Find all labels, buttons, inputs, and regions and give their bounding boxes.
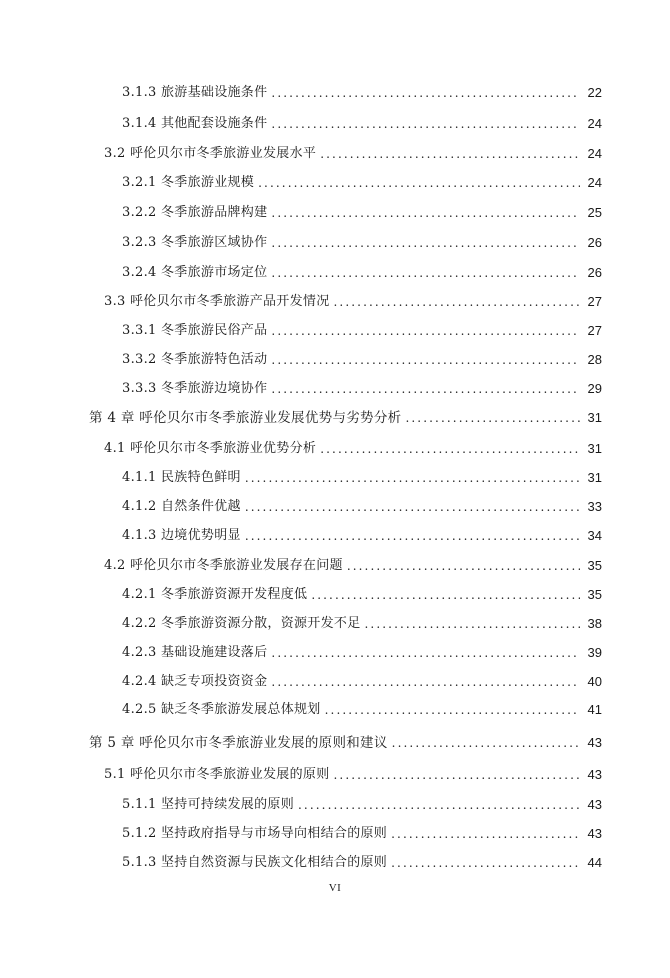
toc-entry-title: 4.2.1 冬季旅游资源开发程度低	[122, 587, 308, 602]
toc-entry-title: 第 4 章 呼伦贝尔市冬季旅游业发展优势与劣势分析	[89, 410, 402, 426]
toc-entry-title: 4.1.1 民族特色鲜明	[122, 470, 241, 485]
toc-entry	[104, 289, 602, 311]
toc-leader-dots	[334, 766, 580, 784]
toc-leader-dots	[271, 322, 580, 340]
toc-entry	[104, 436, 602, 458]
toc-entry	[122, 347, 602, 369]
toc-entry-title: 5.1.3 坚持自然资源与民族文化相结合的原则	[122, 855, 388, 870]
toc-entry	[122, 230, 602, 252]
toc-entry-page: 35	[587, 558, 602, 573]
toc-entry-title: 4.2.2 冬季旅游资源分散，资源开发不足	[122, 616, 361, 631]
toc-entry-title: 3.1.3 旅游基础设施条件	[122, 85, 268, 100]
toc-entry-page: 24	[587, 116, 602, 131]
toc-entry-page: 28	[587, 352, 602, 367]
toc-entry-title: 3.3.1 冬季旅游民俗产品	[122, 323, 268, 338]
toc-entry	[122, 494, 602, 516]
toc-entry-title: 3.3.2 冬季旅游特色活动	[122, 352, 268, 367]
toc-entry-page: 43	[587, 797, 602, 812]
toc-leader-dots	[271, 351, 580, 369]
toc-entry-title: 3.1.4 其他配套设施条件	[122, 116, 268, 131]
toc-entry-page: 33	[587, 499, 602, 514]
toc-entry-title: 3.2.2 冬季旅游品牌构建	[122, 205, 268, 220]
toc-leader-dots	[271, 264, 580, 282]
toc-entry	[122, 318, 602, 340]
toc-leader-dots	[245, 498, 580, 516]
toc-entry-page: 44	[587, 855, 602, 870]
toc-entry	[104, 553, 602, 575]
toc-entry	[122, 80, 602, 102]
toc-entry	[122, 792, 602, 814]
toc-leader-dots	[405, 409, 580, 427]
toc-leader-dots	[325, 701, 580, 719]
toc-entry	[122, 111, 602, 133]
toc-entry-page: 25	[587, 205, 602, 220]
toc-entry-title: 3.2.1 冬季旅游业规模	[122, 175, 255, 190]
toc-entry	[122, 582, 602, 604]
toc-entry-page: 41	[587, 702, 602, 717]
toc-leader-dots	[271, 644, 580, 662]
toc-entry-page: 35	[587, 587, 602, 602]
toc-entry	[122, 260, 602, 282]
toc-entry-page: 31	[587, 410, 602, 425]
toc-entry	[122, 640, 602, 662]
toc-entry-title: 第 5 章 呼伦贝尔市冬季旅游业发展的原则和建议	[89, 735, 388, 751]
toc-entry-title: 3.2.4 冬季旅游市场定位	[122, 265, 268, 280]
toc-entry-page: 31	[587, 470, 602, 485]
toc-entry	[122, 669, 602, 691]
toc-entry-title: 4.2 呼伦贝尔市冬季旅游业发展存在问题	[104, 558, 343, 573]
toc-entry	[104, 141, 602, 163]
toc-entry-title: 4.2.4 缺乏专项投资资金	[122, 674, 268, 689]
toc-entry-page: 29	[587, 381, 602, 396]
toc-leader-dots	[271, 115, 580, 133]
toc-entry-page: 24	[587, 175, 602, 190]
toc-entry-title: 3.3 呼伦贝尔市冬季旅游产品开发情况	[104, 294, 330, 309]
toc-leader-dots	[258, 174, 580, 192]
toc-entry-page: 39	[587, 645, 602, 660]
toc-leader-dots	[320, 440, 580, 458]
toc-entry-page: 22	[587, 85, 602, 100]
toc-entry-title: 4.2.5 缺乏冬季旅游发展总体规划	[122, 702, 321, 717]
toc-entry-title: 5.1.2 坚持政府指导与市场导向相结合的原则	[122, 826, 388, 841]
toc-entry-title: 5.1.1 坚持可持续发展的原则	[122, 797, 295, 812]
toc-leader-dots	[320, 145, 580, 163]
toc-entry	[122, 200, 602, 222]
toc-entry-page: 27	[587, 323, 602, 338]
toc-entry-page: 26	[587, 235, 602, 250]
toc-entry-title: 4.2.3 基础设施建设落后	[122, 645, 268, 660]
toc-entry-page: 31	[587, 441, 602, 456]
toc-entry-title: 3.3.3 冬季旅游边境协作	[122, 381, 268, 396]
toc-entry	[122, 821, 602, 843]
toc-entry-page: 24	[587, 146, 602, 161]
toc-entry	[122, 850, 602, 872]
toc-entry-page: 43	[587, 767, 602, 782]
toc-entry-page: 27	[587, 294, 602, 309]
toc-leader-dots	[271, 673, 580, 691]
toc-entry	[122, 376, 602, 398]
toc-entry	[104, 762, 602, 784]
toc-leader-dots	[298, 796, 580, 814]
toc-leader-dots	[245, 469, 580, 487]
toc-entry	[122, 611, 602, 633]
toc-entry-title: 3.2.3 冬季旅游区域协作	[122, 235, 268, 250]
toc-entry-title: 4.1 呼伦贝尔市冬季旅游业优势分析	[104, 441, 317, 456]
toc-chapter-entry	[89, 405, 602, 427]
toc-entry-title: 4.1.2 自然条件优越	[122, 499, 241, 514]
toc-entry-page: 34	[587, 528, 602, 543]
toc-entry-title: 3.2 呼伦贝尔市冬季旅游业发展水平	[104, 146, 317, 161]
toc-leader-dots	[271, 380, 580, 398]
toc-leader-dots	[365, 615, 580, 633]
toc-leader-dots	[245, 527, 580, 545]
toc-chapter-entry	[89, 730, 602, 752]
toc-leader-dots	[392, 734, 580, 752]
toc-entry-title: 5.1 呼伦贝尔市冬季旅游业发展的原则	[104, 767, 330, 782]
toc-leader-dots	[334, 293, 580, 311]
toc-entry-page: 40	[587, 674, 602, 689]
toc-leader-dots	[271, 84, 580, 102]
toc-leader-dots	[347, 557, 580, 575]
toc-entry	[122, 170, 602, 192]
toc-entry	[122, 697, 602, 719]
toc-entry-page: 38	[587, 616, 602, 631]
toc-entry-title: 4.1.3 边境优势明显	[122, 528, 241, 543]
page-number: VI	[328, 882, 342, 894]
toc-entry	[122, 465, 602, 487]
toc-entry	[122, 523, 602, 545]
toc-entry-page: 43	[587, 735, 602, 750]
toc-leader-dots	[271, 234, 580, 252]
toc-entry-page: 26	[587, 265, 602, 280]
toc-leader-dots	[391, 825, 580, 843]
toc-leader-dots	[311, 586, 580, 604]
toc-leader-dots	[391, 854, 580, 872]
toc-entry-page: 43	[587, 826, 602, 841]
toc-leader-dots	[271, 204, 580, 222]
